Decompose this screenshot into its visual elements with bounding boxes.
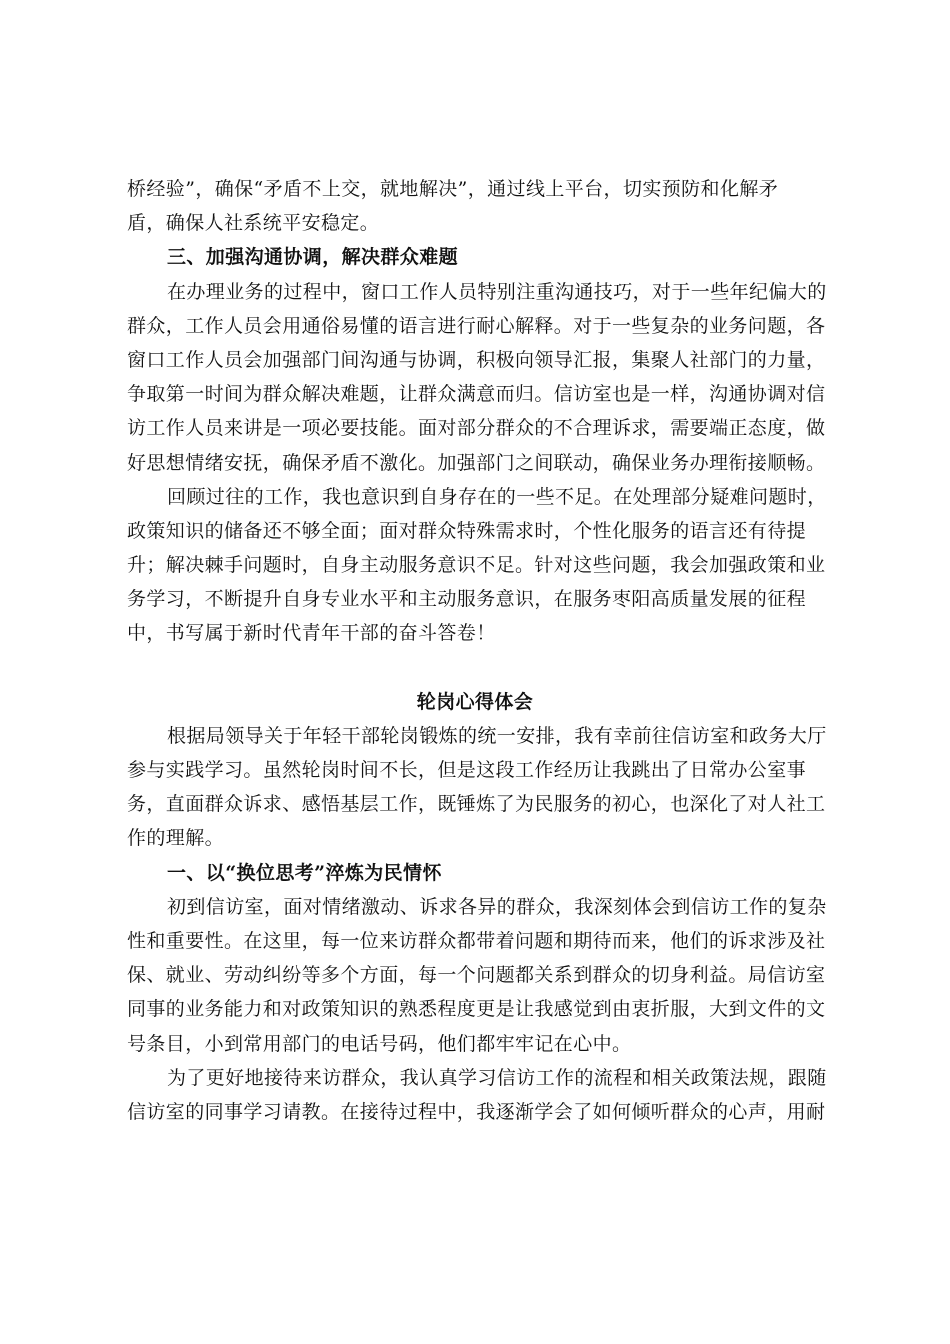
paragraph-communication [127,275,827,480]
text-line: 争取第一时间为群众解决难题，让群众满意而归。信访室也是一样，沟通协调对信 [127,383,826,406]
text-line: 性和重要性。在这里，每一位来访群众都带着问题和期待而来，他们的诉求涉及社 [127,929,826,952]
text-line: 好思想情绪安抚，确保矛盾不激化。加强部门之间联动，确保业务办理衔接顺畅。 [127,451,826,474]
section-heading-3: 三、加强沟通协调，解决群众难题 [167,246,459,269]
text-line: 在办理业务的过程中，窗口工作人员特别注重沟通技巧，对于一些年纪偏大的 [167,280,827,303]
section-spacer [127,651,823,685]
text-line: 务学习，不断提升自身专业水平和主动服务意识，在服务枣阳高质量发展的征程 [127,588,807,611]
text-line: 访工作人员来讲是一项必要技能。面对部分群众的不合理诉求，需要端正态度，做 [127,417,826,440]
document-title: 轮岗心得体会 [416,690,534,713]
text-line: 为了更好地接待来访群众，我认真学习信访工作的流程和相关政策法规，跟随 [167,1066,827,1089]
text-line: 群众，工作人员会用通俗易懂的语言进行耐心解释。对于一些复杂的业务问题，各 [127,314,826,337]
text-line: 初到信访室，面对情绪激动、诉求各异的群众，我深刻体会到信访工作的复杂 [167,895,827,918]
continuation-paragraph [127,172,823,240]
text-line: 政策知识的储备还不够全面；面对群众特殊需求时，个性化服务的语言还有待提 [127,519,807,542]
text-line: 同事的业务能力和对政策知识的熟悉程度更是让我感觉到由衷折服，大到文件的文 [127,998,826,1021]
paragraph-learning [127,1061,827,1129]
text-line: 号条目，小到常用部门的电话号码，他们都牢牢记在心中。 [127,1032,632,1055]
document-page [127,172,827,1129]
paragraph-intro [127,719,827,856]
section-heading-1: 一、以“换位思考”淬炼为民情怀 [167,861,442,884]
text-line: 盾，确保人社系统平安稳定。 [127,212,380,235]
paragraph-petition-office [127,890,827,1061]
text-line: 务，直面群众诉求、感悟基层工作，既锤炼了为民服务的初心，也深化了对人社工 [127,793,826,816]
text-line: 根据局领导关于年轻干部轮岗锻炼的统一安排，我有幸前往信访室和政务大厅 [167,724,827,747]
text-line: 桥经验”，确保“矛盾不上交，就地解决”，通过线上平台，切实预防和化解矛 [127,178,779,200]
paragraph-reflection [127,480,827,651]
text-line: 回顾过往的工作，我也意识到自身存在的一些不足。在处理部分疑难问题时， [167,485,827,508]
text-line: 中，书写属于新时代青年干部的奋斗答卷！ [127,622,496,645]
text-line: 参与实践学习。虽然轮岗时间不长，但是这段工作经历让我跳出了日常办公室事 [127,759,807,781]
text-line: 保、就业、劳动纠纷等多个方面，每一个问题都关系到群众的切身利益。局信访室 [127,964,826,987]
text-line: 升；解决棘手问题时，自身主动服务意识不足。针对这些问题，我会加强政策和业 [127,554,826,577]
text-line: 信访室的同事学习请教。在接待过程中，我逐渐学会了如何倾听群众的心声，用耐 [127,1100,826,1123]
text-line: 窗口工作人员会加强部门间沟通与协调，积极向领导汇报，集聚人社部门的力量， [127,348,826,371]
text-line: 作的理解。 [127,827,225,850]
